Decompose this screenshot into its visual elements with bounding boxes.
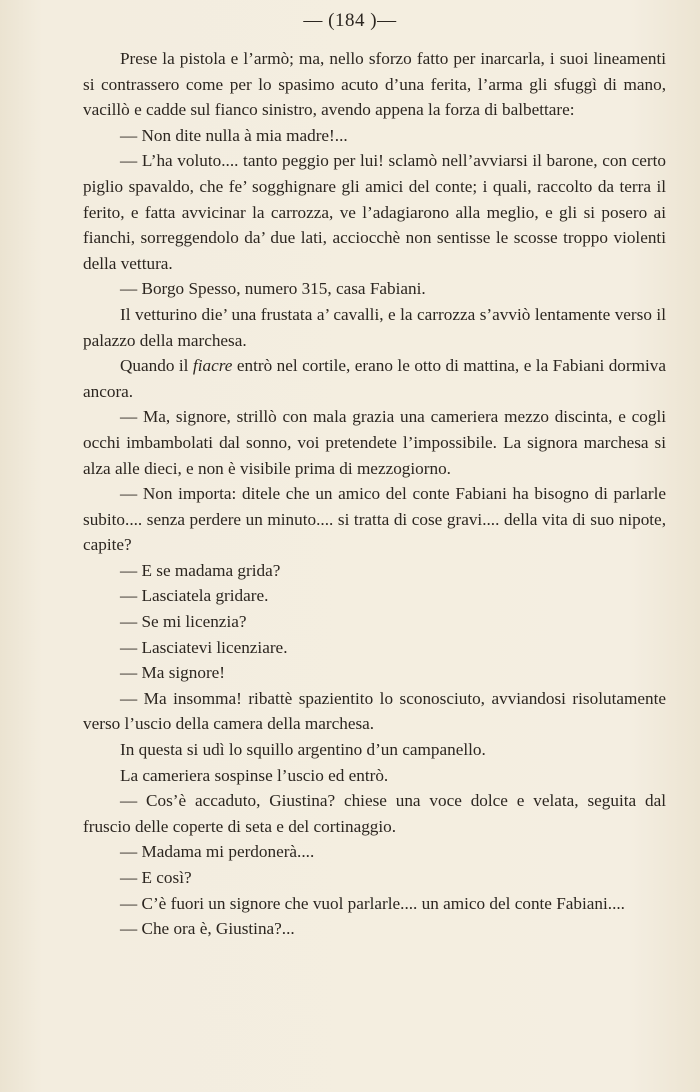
italic-word: fiacre: [192, 356, 233, 376]
paragraph: [83, 353, 666, 404]
paragraph: — Lasciatevi licenziare.: [120, 637, 288, 657]
paragraph-text: entrò nel cortile, erano le otto di mattina, e la Fabiani dormiva ancora.: [83, 356, 666, 401]
paragraph-text: Quando il: [120, 356, 193, 376]
page-number-header: — (184 )—: [303, 10, 397, 31]
page-body-text: [83, 46, 666, 942]
paragraph: — Ma insomma! ribattè spazientito lo sconosciuto, avviandosi risolutamente verso l’uscio della camera della marchesa.: [83, 688, 666, 734]
paragraph: In questa si udì lo squillo argentino d’un campanello.: [120, 740, 486, 760]
paragraph: — Non importa: ditele che un amico del conte Fabiani ha bisogno di parlarle subito.... senza perdere un minuto.... si tratta di cose gravi.... della vita di suo nipote, capite?: [83, 484, 666, 555]
paragraph: — E se madama grida?: [120, 560, 281, 580]
paragraph: — Lasciatela gridare.: [120, 586, 269, 606]
paragraph: — Ma, signore, strillò con mala grazia una cameriera mezzo discinta, e cogli occhi imbambolati dal sonno, voi pretendete l’impossibile. La signora marchesa si alza alle dieci, e non è visibile prima di mezzogiorno.: [83, 407, 666, 478]
paragraph: La cameriera sospinse l’uscio ed entrò.: [120, 765, 389, 785]
paragraph: Prese la pistola e l’armò; ma, nello sforzo fatto per inarcarla, i suoi lineamenti si contrassero come per lo spasimo acuto d’una ferita, l’arma gli sfuggì di mano, vacillò e cadde sul fianco sinistro, avendo appena la forza di balbettare:: [83, 49, 666, 120]
paragraph: — Madama mi perdonerà....: [120, 842, 315, 862]
paragraph: — Non dite nulla à mia madre!...: [120, 125, 348, 145]
paragraph: — Che ora è, Giustina?...: [120, 919, 295, 939]
paragraph: — Ma signore!: [120, 663, 226, 683]
paragraph: — Cos’è accaduto, Giustina? chiese una voce dolce e velata, seguita dal fruscio delle coperte di seta e del cortinaggio.: [83, 791, 666, 836]
paragraph: — C’è fuori un signore che vuol parlarle.... un amico del conte Fabiani....: [120, 893, 625, 913]
paragraph: — L’ha voluto.... tanto peggio per lui! sclamò nell’avviarsi il barone, con certo piglio spavaldo, che fe’ sogghignare gli amici del conte; i quali, raccolto da terra il ferito, e fatta avvicinar la carrozza, ve l’adagiarono alla meglio, e gli si posero ai fianchi, sorreggendolo da’ due lati, acciocchè non sentisse le scosse troppo violenti della vettura.: [83, 151, 666, 273]
paragraph: — Borgo Spesso, numero 315, casa Fabiani.: [120, 279, 426, 299]
paragraph: — Se mi licenzia?: [120, 612, 247, 632]
paragraph: Il vetturino die’ una frustata a’ cavalli, e la carrozza s’avviò lentamente verso il palazzo della marchesa.: [83, 304, 666, 350]
paragraph: — E così?: [120, 868, 192, 887]
